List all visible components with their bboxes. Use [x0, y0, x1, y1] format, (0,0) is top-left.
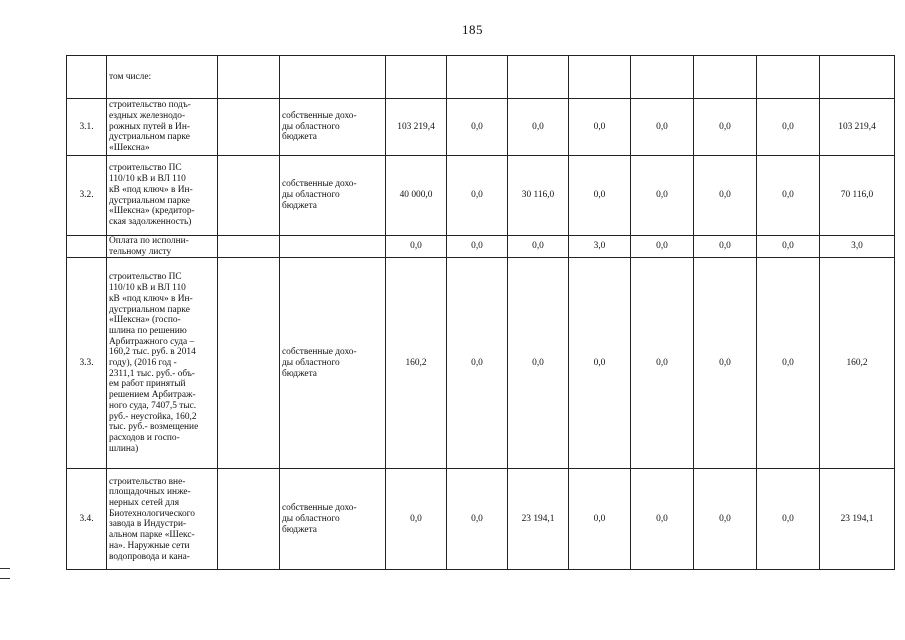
- margin-mark: [0, 568, 10, 569]
- value-cell: 0,0: [569, 258, 631, 469]
- row-name-cell-text: том числе:: [109, 71, 152, 82]
- table-row: [67, 258, 895, 469]
- row-name-cell: [107, 236, 218, 258]
- value-cell: 3,0: [569, 236, 631, 258]
- row-source-cell-text: собственные дохо- ды областного бюджета: [282, 179, 357, 211]
- table-row: [67, 56, 895, 99]
- value-cell: 0,0: [694, 99, 757, 156]
- value-cell: 0,0: [447, 469, 508, 570]
- value-cell: 0,0: [631, 99, 694, 156]
- value-cell: 23 194,1: [508, 469, 569, 570]
- row-name-cell-text: строительство вне- площадочных инже- нерных сетей для Биотехнологического завода в Индустри- альном парке «Шекс- на». Наружные сети водопровода и кана-: [109, 476, 195, 562]
- value-cell: 0,0: [386, 469, 447, 570]
- row-name-cell: [107, 469, 218, 570]
- table-row: [67, 469, 895, 570]
- row-source-cell: [280, 469, 386, 570]
- table-body: [67, 56, 895, 570]
- row-name-cell-text: строительство ПС 110/10 кВ и ВЛ 110 кВ «под ключ» в Ин- дустриальном парке «Шексна» (госпо- шлина по решению Арбитражного суда – 160,2 тыс. руб. в 2014 году), (2016 год - 2311,1 тыс. руб.- объ- ем работ принятый решением Арбитраж- ного суда, 7407,5 тыс. руб.- неустойка, 160,2 тыс. руб.- возмещение расходов и госпо- шлина): [109, 272, 199, 454]
- value-cell: 0,0: [569, 99, 631, 156]
- value-cell: 103 219,4: [820, 99, 895, 156]
- value-cell: 0,0: [694, 469, 757, 570]
- value-cell: [569, 56, 631, 99]
- value-cell: 0,0: [631, 258, 694, 469]
- value-cell: 0,0: [386, 236, 447, 258]
- value-cell: 0,0: [569, 469, 631, 570]
- row-source-cell: [280, 236, 386, 258]
- row-source-cell: [280, 156, 386, 236]
- row-source-cell-text: собственные дохо- ды областного бюджета: [282, 347, 357, 379]
- table-row: [67, 99, 895, 156]
- value-cell: 0,0: [508, 258, 569, 469]
- value-cell: 0,0: [757, 156, 820, 236]
- page-number: 185: [462, 22, 483, 37]
- table-row: [67, 156, 895, 236]
- row-index-cell: 3.2.: [67, 156, 107, 236]
- row-source-cell: [280, 258, 386, 469]
- value-cell: [508, 56, 569, 99]
- value-cell: [757, 56, 820, 99]
- value-cell: 0,0: [694, 156, 757, 236]
- value-cell: 0,0: [508, 99, 569, 156]
- value-cell: 0,0: [757, 99, 820, 156]
- value-cell: 103 219,4: [386, 99, 447, 156]
- value-cell: 0,0: [694, 258, 757, 469]
- row-name-cell: [107, 156, 218, 236]
- value-cell: 0,0: [631, 236, 694, 258]
- empty-cell: [218, 99, 280, 156]
- value-cell: 0,0: [447, 156, 508, 236]
- value-cell: 70 116,0: [820, 156, 895, 236]
- value-cell: 3,0: [820, 236, 895, 258]
- value-cell: 0,0: [447, 258, 508, 469]
- row-name-cell: [107, 258, 218, 469]
- value-cell: 0,0: [447, 236, 508, 258]
- table-row: [67, 236, 895, 258]
- row-source-cell: [280, 99, 386, 156]
- value-cell: 23 194,1: [820, 469, 895, 570]
- value-cell: 0,0: [447, 99, 508, 156]
- budget-table: [66, 55, 895, 570]
- value-cell: 0,0: [631, 469, 694, 570]
- row-name-cell: [107, 99, 218, 156]
- row-index-cell: 3.3.: [67, 258, 107, 469]
- row-name-cell-text: строительство подъ- ездных железнодо- рожных путей в Ин- дустриальном парке «Шексна»: [109, 100, 191, 154]
- row-source-cell-text: собственные дохо- ды областного бюджета: [282, 503, 357, 535]
- empty-cell: [218, 236, 280, 258]
- row-name-cell-text: Оплата по исполни- тельному листу: [109, 236, 189, 257]
- value-cell: 160,2: [820, 258, 895, 469]
- value-cell: 0,0: [694, 236, 757, 258]
- row-source-cell-text: собственные дохо- ды областного бюджета: [282, 110, 357, 143]
- value-cell: [694, 56, 757, 99]
- row-name-cell: [107, 56, 218, 99]
- value-cell: 0,0: [569, 156, 631, 236]
- value-cell: 0,0: [757, 236, 820, 258]
- value-cell: 40 000,0: [386, 156, 447, 236]
- value-cell: 160,2: [386, 258, 447, 469]
- value-cell: [386, 56, 447, 99]
- empty-cell: [218, 469, 280, 570]
- empty-cell: [218, 56, 280, 99]
- margin-mark: [0, 578, 10, 579]
- value-cell: 30 116,0: [508, 156, 569, 236]
- empty-cell: [218, 156, 280, 236]
- value-cell: [631, 56, 694, 99]
- value-cell: 0,0: [757, 258, 820, 469]
- row-name-cell-text: строительство ПС 110/10 кВ и ВЛ 110 кВ «под ключ» в Ин- дустриальном парке «Шексна» (кредитор- ская задолженность): [109, 163, 195, 227]
- row-index-cell: 3.1.: [67, 99, 107, 156]
- row-index-cell: [67, 56, 107, 99]
- row-index-cell: 3.4.: [67, 469, 107, 570]
- row-index-cell: [67, 236, 107, 258]
- value-cell: 0,0: [757, 469, 820, 570]
- value-cell: 0,0: [508, 236, 569, 258]
- value-cell: [447, 56, 508, 99]
- row-source-cell: [280, 56, 386, 99]
- empty-cell: [218, 258, 280, 469]
- value-cell: [820, 56, 895, 99]
- value-cell: 0,0: [631, 156, 694, 236]
